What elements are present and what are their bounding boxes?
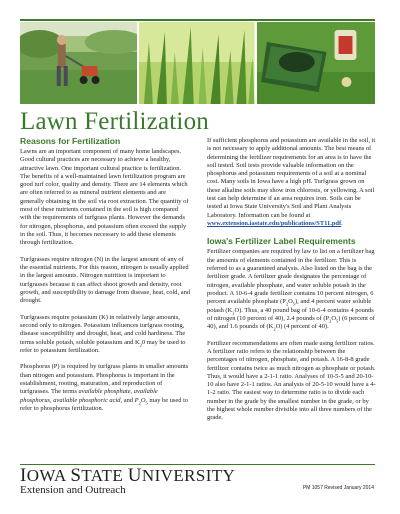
soil-test-link[interactable]: www.extension.iastate.edu/publications/ST11.pdf <box>207 219 342 227</box>
label-paragraph-1: Fertilizer companies are required by law to list on a fertilizer bag the amounts of elements contained in the fertilizer. This is referred to as a guaranteed analysis. Also listed on the bag is the fertilizer grade. A fertilizer grade designates the percentage of nitrogen, available phosphate, and water soluble potash in the product. A 10-6-4 grade fertilizer contains 10 percent nitrogen, 6 percent available phosphate $(P_2O_5)$, and 4 percent water soluble potash $(K_2O)$. Thus, a 40 pound bag of 10-6-4 contains 4 pounds of nitrogen (10 percent of 40), 2.4 pounds of $(P_2O_5)$ (6 percent of 40), and 1.6 pounds of $(K_2O)$ (4 percent of 40). <box>207 248 375 332</box>
header-rule <box>20 19 375 21</box>
left-column <box>20 136 190 421</box>
label-heading: Iowa's Fertilizer Label Requirements <box>207 236 356 247</box>
phosphorus-paragraph: Phosphorus (P) is required by turfgrass plants in smaller amounts than nitrogen and potassium. Phosphorus is important in the establishment, rooting, maturation, and reproduction of turfgrasses. The terms available phosphate, available phosphorus, available phosphoric acid, and $P_2O_5$ may be used to refer to phosphorus fertilization. <box>20 363 189 412</box>
soil-test-paragraph: If sufficient phosphorus and potassium are available in the soil, it is not necessary to apply additional amounts. The best means of determining the fertilizer requirements for an area is to have the soil tested. Soil tests provide valuable information on the phosphorus and potassium requirements of a soil at a nominal cost. Many soils in Iowa have a high pH. Turfgrass grown on these alkaline soils may show iron chlorosis, or yellowing. A soil test can help determine if an area requires iron. Soils can be tested at Iowa State University's Soil and Plant Analysis Laboratory. Information can be found at www.extension.iastate.edu/publications/ST11.pdf. <box>207 137 376 227</box>
spreader-photo <box>20 22 137 104</box>
nitrogen-paragraph: Turfgrasses require nitrogen (N) in the largest amount of any of the essential nutrients. For this reason, nitrogen is usually applied in the largest amounts. Nitrogen nutrition is important to turfgrasses because it can affect shoot growth and density, root growth, and susceptibility to damage from disease, heat, cold, and drought. <box>20 255 191 305</box>
isu-subtitle: Extension and Outreach <box>20 484 126 496</box>
header-photo-strip <box>20 22 375 104</box>
reasons-heading: Reasons for Fertilization <box>20 136 121 146</box>
isu-wordmark: IOWA STATE UNIVERSITY <box>20 465 236 486</box>
grass-blades-photo <box>139 22 254 104</box>
spreader-closeup-photo <box>257 22 375 104</box>
page-title: Lawn Fertilization <box>20 108 209 135</box>
potassium-paragraph: Turfgrasses require potassium (K) in relatively large amounts, second only to nitrogen. Potassium influences turfgrass rooting, disease susceptibility and drought, heat, and cold hardiness. The terms soluble potash, soluble potassium and $K_20$ may be used to refer to potassium fertilization. <box>20 313 186 354</box>
reasons-paragraph-1: Lawns are an important component of many home landscapes. Good cultural practices are necessary to achieve a healthy, attractive lawn. One important cultural practice is fertilization. The benefits of a well-maintained lawn fertilization program are good turf color, quality and density. There are 14 elements which are often referred to as mineral nutrient elements and are generally obtaining in the soil via root extraction. The quantity of most of these nutrients contained in the soil is high compared with the requirements of turfgrass plants. However the demands for nitrogen, phosphorus, and potassium often exceed the supply in the soil. Thus, it becomes necessary to add these elements through fertilization. <box>20 148 189 247</box>
right-column <box>207 137 377 431</box>
publication-info: PM 1057 Revised January 2014 <box>302 485 374 491</box>
isu-logo <box>20 467 235 497</box>
label-paragraph-2: Fertilizer recommendations are often made using fertilizer ratios. A fertilizer ratio refers to the relationship between the percentages of nitrogen, phosphate, and potash. A 16-8-8 grade fertilizer contains twice as much nitrogen as phosphate or potash. Thus, it would have a 2-1-1 ratio. Analyses of 10-5-5 and 20-10-10 also have 2-1-1 ratios. An analysis of 20-5-10 would have a 4-1-2 ratio. The easiest way to determine ratio is to divide each number in the grade by the smallest number in the grade, or by the highest whole number divisible into all three numbers of the grade. <box>207 339 376 422</box>
